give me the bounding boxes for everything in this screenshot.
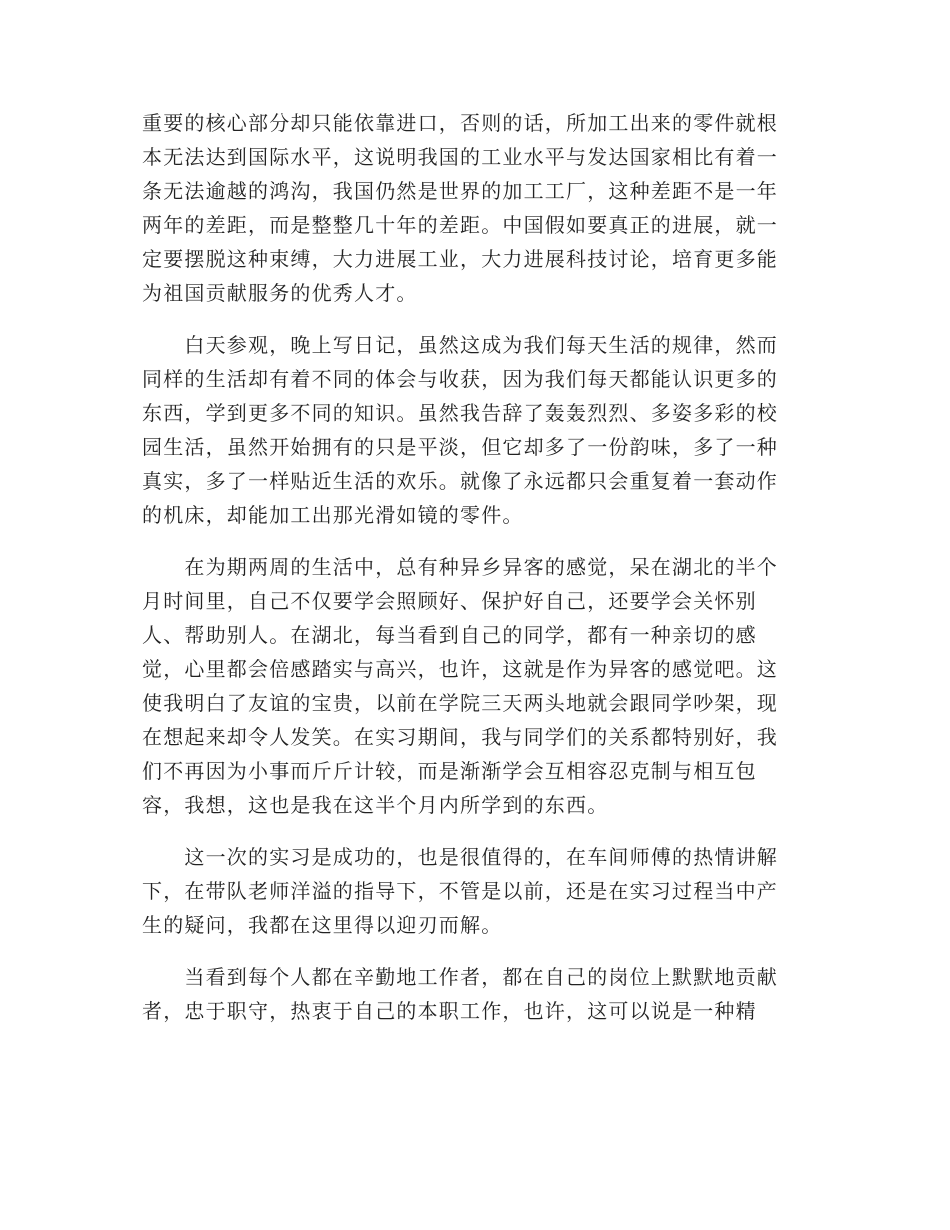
- paragraph-3: [142, 550, 810, 822]
- text-line: 在想起来却令人发笑。在实习期间，我与同学们的关系都特别好，我: [142, 725, 778, 749]
- paragraph-4: [142, 840, 810, 942]
- paragraph-2: [142, 328, 810, 532]
- text-line: 同样的生活却有着不同的体会与收获，因为我们每天都能认识更多的: [142, 367, 778, 391]
- text-line: 容，我想，这也是我在这半个月内所学到的东西。: [142, 793, 609, 817]
- text-line: 月时间里，自己不仅要学会照顾好、保护好自己，还要学会关怀别: [142, 589, 757, 613]
- paragraph-5: [142, 960, 810, 1028]
- text-line: 者，忠于职守，热衷于自己的本职工作，也许，这可以说是一种精: [142, 999, 757, 1023]
- text-line: 条无法逾越的鸿沟，我国仍然是世界的加工工厂，这种差距不是一年: [142, 179, 778, 203]
- text-line: 东西，学到更多不同的知识。虽然我告辞了轰轰烈烈、多姿多彩的校: [142, 401, 778, 425]
- text-line: 生的疑问，我都在这里得以迎刃而解。: [142, 913, 503, 937]
- text-line: 园生活，虽然开始拥有的只是平淡，但它却多了一份韵味，多了一种: [142, 435, 778, 459]
- text-line: 真实，多了一样贴近生活的欢乐。就像了永远都只会重复着一套动作: [142, 469, 778, 493]
- text-line: 的机床，却能加工出那光滑如镜的零件。: [142, 503, 524, 527]
- text-line: 们不再因为小事而斤斤计较，而是渐渐学会互相容忍克制与相互包: [142, 759, 757, 783]
- text-line: 人、帮助别人。在湖北，每当看到自己的同学，都有一种亲切的感: [142, 623, 757, 647]
- text-line: 定要摆脱这种束缚，大力进展工业，大力进展科技讨论，培育更多能: [142, 247, 778, 271]
- text-line: 本无法达到国际水平，这说明我国的工业水平与发达国家相比有着一: [142, 145, 778, 169]
- text-line: 使我明白了友谊的宝贵，以前在学院三天两头地就会跟同学吵架，现: [142, 691, 778, 715]
- text-line: 觉，心里都会倍感踏实与高兴，也许，这就是作为异客的感觉吧。这: [142, 657, 778, 681]
- document-body: [142, 106, 810, 1046]
- text-line: 为祖国贡献服务的优秀人才。: [142, 281, 418, 305]
- text-line: 重要的核心部分却只能依靠进口，否则的话，所加工出来的零件就根: [142, 111, 778, 135]
- text-line: 下，在带队老师洋溢的指导下，不管是以前，还是在实习过程当中产: [142, 879, 778, 903]
- text-line: 当看到每个人都在辛勤地工作者，都在自己的岗位上默默地贡献: [142, 965, 778, 989]
- paragraph-1: [142, 106, 810, 310]
- text-line: 在为期两周的生活中，总有种异乡异客的感觉，呆在湖北的半个: [142, 555, 778, 579]
- text-line: 两年的差距，而是整整几十年的差距。中国假如要真正的进展，就一: [142, 213, 778, 237]
- text-line: 这一次的实习是成功的，也是很值得的，在车间师傅的热情讲解: [142, 845, 778, 869]
- text-line: 白天参观，晚上写日记，虽然这成为我们每天生活的规律，然而: [142, 333, 778, 357]
